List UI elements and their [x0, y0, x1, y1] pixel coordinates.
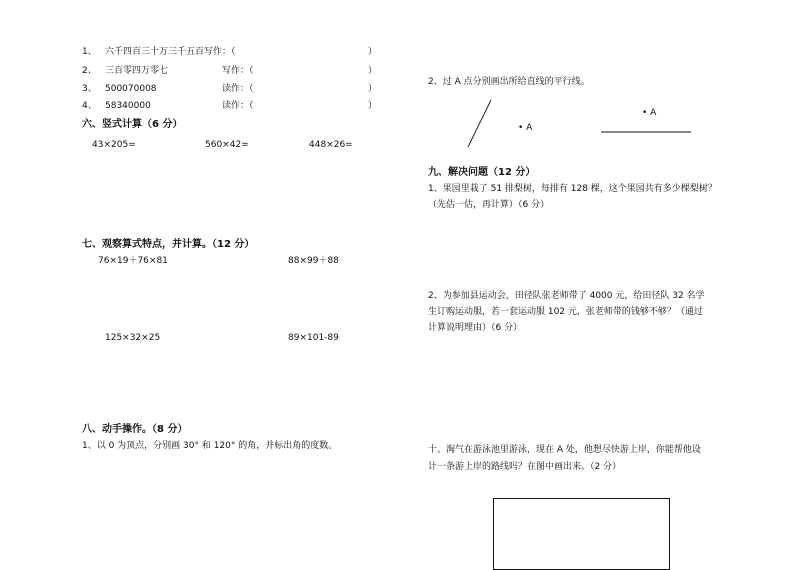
section-8-item-1: 1、以 0 为顶点，分别画 30° 和 120° 的角，并标出角的度数。	[82, 441, 338, 451]
slanted-given-line	[468, 100, 491, 147]
point-a-label-2: • A	[642, 108, 657, 118]
calc-problem-2: 560×42=	[205, 140, 249, 150]
problem-2-line-2: 生订购运动服，若一套运动服 102 元，张老师带的钱够不够？（通过	[428, 307, 703, 317]
item-number: 3、	[82, 84, 97, 94]
section-10-line-1: 十、淘气在游泳池里游泳，现在 A 处，他想尽快游上岸，你能帮他设	[428, 445, 701, 455]
point-a-label-1: • A	[518, 123, 533, 133]
problem-1-line-2: （先估一估，再计算）（6 分）	[428, 200, 550, 210]
expr-problem-1: 76×19＋76×81	[98, 256, 168, 266]
problem-2-line-3: 计算说明理由）（6 分）	[428, 323, 523, 333]
answer-close-paren: ）	[368, 84, 378, 94]
answer-label: 读作：（	[222, 101, 254, 111]
problem-1-line-1: 1、果园里栽了 51 排梨树，每排有 128 棵，这个果园共有多少棵梨树？	[428, 184, 717, 194]
section-8-title: 八、动手操作。（8 分）	[82, 424, 188, 435]
item-number: 2、	[82, 66, 97, 76]
section-7-title: 七、观察算式特点，并计算。（12 分）	[82, 239, 255, 250]
swimming-pool-figure	[493, 498, 670, 570]
section-9-title: 九、解决问题（12 分）	[428, 167, 536, 178]
item-text: 58340000	[105, 101, 151, 111]
parallel-line-prompt: 2、过 A 点分别画出所给直线的平行线。	[428, 77, 590, 87]
section-10-line-2: 计一条游上岸的路线吗？在图中画出来。（2 分）	[428, 462, 622, 472]
answer-label: 读作：（	[222, 84, 254, 94]
item-text: 三百零四万零七	[105, 66, 169, 76]
section-6-title: 六、竖式计算（6 分）	[82, 119, 183, 130]
answer-close-paren: ）	[368, 47, 378, 57]
calc-problem-1: 43×205=	[92, 140, 136, 150]
expr-problem-3: 125×32×25	[105, 333, 161, 343]
item-text: 六千四百三十万三千五百写作：（	[105, 47, 236, 57]
answer-label: 写作：（	[222, 66, 254, 76]
calc-problem-3: 448×26=	[309, 140, 353, 150]
item-number: 4、	[82, 101, 97, 111]
problem-2-line-1: 2、为参加县运动会，田径队张老师带了 4000 元，给田径队 32 名学	[428, 291, 705, 301]
expr-problem-4: 89×101-89	[288, 333, 339, 343]
answer-close-paren: ）	[368, 66, 378, 76]
expr-problem-2: 88×99＋88	[288, 256, 339, 266]
item-text: 500070008	[105, 84, 157, 94]
answer-close-paren: ）	[368, 101, 378, 111]
item-number: 1、	[82, 47, 97, 57]
